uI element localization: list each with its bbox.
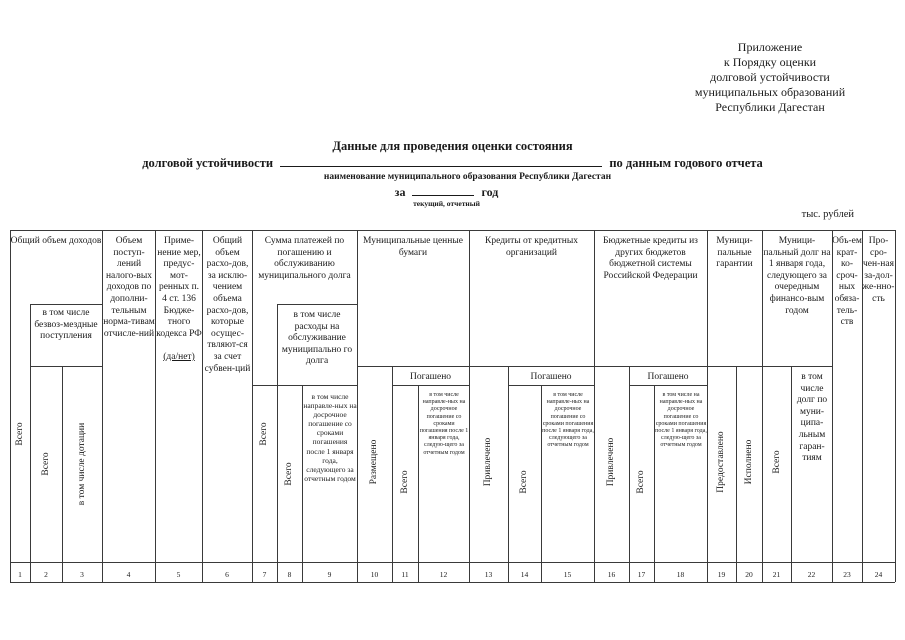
- appendix-line: Приложение: [737, 40, 803, 54]
- column-number: 4: [126, 570, 131, 579]
- column-number: 18: [676, 570, 685, 579]
- column-number: 23: [843, 570, 851, 579]
- column-number: 1: [18, 570, 22, 579]
- vline: [736, 366, 737, 582]
- vline: [62, 366, 63, 582]
- column-number: 19: [717, 570, 726, 579]
- column-number: 12: [439, 570, 448, 579]
- header-debt-volume-guarantees: в том числе долг по муни-ципа-льным гаран-тиям: [796, 372, 828, 464]
- column-number: 22: [807, 570, 816, 579]
- hline: [30, 304, 102, 305]
- hline: [707, 366, 762, 367]
- header-bank-repaid-early: в том числе направле-ных на досрочное погашение со сроками погашения после 1 января года, следующего за отчетным годом: [542, 392, 594, 449]
- column-number: 17: [637, 570, 646, 579]
- header-debt-volume: Муници-пальный долг на 1 января года, следующего за очередным финансо-вым годом: [763, 236, 831, 316]
- column-number: 8: [287, 570, 292, 579]
- municipality-name-hint: наименование муниципального образования Республики Дагестан: [323, 172, 612, 182]
- header-overdue-debt: Про-сро-чен-ная за-дол-же-нно-сть: [862, 236, 895, 304]
- title-line-3-left: за: [394, 185, 406, 199]
- column-number: 13: [484, 570, 493, 579]
- hline: [629, 385, 707, 386]
- document-title: Данные для проведения оценки состояния: [332, 139, 573, 153]
- title-line-2-left: долговой устойчивости: [142, 156, 274, 170]
- column-number: 5: [176, 570, 181, 579]
- hline: [277, 304, 357, 305]
- hline: [392, 385, 469, 386]
- hline: [762, 366, 832, 367]
- year-hint: текущий, отчетный: [413, 199, 480, 208]
- header-debt-payments: Сумма платежей по погашению и обслуживанию муниципального долга: [258, 236, 351, 281]
- header-tax-revenue: Объем поступ-лений налого-вых доходов по дополни-тельным норма-тивам отчисле-ний: [103, 236, 155, 339]
- column-number: 15: [563, 570, 572, 579]
- header-measures: Приме-нение мер, предус-мот-ренных п. 4 ст. 136 Бюдже-тного кодекса РФ (да/нет): [156, 236, 202, 362]
- appendix-line: к Порядку оценки: [723, 55, 817, 69]
- header-urgent-obligations: Объ-ем крат-ко-сроч-ных обяза-тель-ств: [832, 236, 862, 328]
- vline: [469, 230, 470, 582]
- vline: [895, 230, 896, 582]
- appendix-line: Республики Дагестан: [715, 100, 825, 114]
- header-securities: Муниципальные ценные бумаги: [363, 236, 463, 258]
- column-number: 24: [874, 570, 883, 579]
- vline: [629, 366, 630, 582]
- column-number: 14: [520, 570, 529, 579]
- hline: [252, 385, 357, 386]
- header-securities-repaid-early: в том числе направле-ных на досрочное погашение со сроками погашения после 1 января года, следую-щего за отчетным годом: [419, 392, 469, 456]
- column-number: 2: [44, 570, 48, 579]
- header-expenses: Общий объем расхо-дов, за исклю-чением объема расхо-дов, которые осущес-твляют-ся за счет субвен-ций: [204, 236, 251, 374]
- column-number: 6: [225, 570, 229, 579]
- header-bank-repaid: Погашено: [530, 372, 572, 382]
- column-number: 3: [80, 570, 84, 579]
- appendix-line: долговой устойчивости: [710, 70, 830, 84]
- hline: [30, 366, 102, 367]
- header-budget-repaid: Погашено: [647, 372, 689, 382]
- column-number: 21: [772, 570, 781, 579]
- header-debt-service: в том числе расходы на обслуживание муниципально го долга: [281, 310, 353, 367]
- header-income: Общий объем доходов: [10, 236, 102, 246]
- hline: [508, 385, 594, 386]
- header-securities-repaid: Погашено: [409, 372, 452, 382]
- hline: [357, 366, 707, 367]
- header-guarantees: Муници-пальные гарантии: [716, 236, 753, 270]
- vline: [357, 230, 358, 582]
- vline: [508, 366, 509, 582]
- header-income-gratis: в том числе безвоз-мездные поступления: [34, 308, 98, 342]
- column-number: 9: [327, 570, 332, 579]
- column-number: 20: [745, 570, 753, 579]
- header-budget-repaid-early: в том числе на направле-ных на досрочное погашение со сроками погашения после 1 января года, следую-щего за отчетным годом: [655, 392, 707, 449]
- header-budget-credits: Бюджетные кредиты из других бюджетов бюджетной системы Российской Федерации: [603, 236, 698, 281]
- column-number: 7: [262, 570, 267, 579]
- column-number: 11: [401, 570, 409, 579]
- title-line-2-right: по данным годового отчета: [609, 156, 763, 170]
- column-number: 16: [607, 570, 616, 579]
- header-debt-service-early: в том числе направле-ных на досрочное погашение со сроками погашения после 1 января года, следующего за отчетным годом: [303, 392, 357, 483]
- table-border-bottom: [10, 582, 895, 583]
- units-label: тыс. рублей: [801, 209, 854, 220]
- header-bank-credits: Кредиты от кредитных организаций: [485, 236, 578, 258]
- title-line-3-right: год: [481, 185, 499, 199]
- data-table: Общий объем доходов в том числе безвоз-мездные поступления Всего Всего в том числе дотации Объем поступ-лений налого-вых доходов по дополни-тельным норма-тивам отчисле-ний Приме-нение мер, предус-мот-ренных п. 4 ст. 136 Бюдже-тного кодекса РФ (да/нет) Общий объем расхо-дов, за исклю-чением объема расхо-дов, которые осущес-твляют-ся за счет субвен-ций Сумма платежей по погашению и обслуживанию муниципального долга Всего в том числе расходы на обслуживание муниципально го долга Всего в том числе направле-ных на досрочное погашение со сроками погашения после 1 января года, следующего за отчетным годом Муниципальные ценные бумаги Размещено Погашено Всего в том числе направле-ных на досрочное погашение со сроками погашения после 1 января года, следую-щего за отчетным годом Кредиты от кредитных организаций Привлечено Погашено Всего в том числе направле-ных на досрочное погашение со сроками погашения после 1 января года, следующего за отчетным годом Бюджетные кредиты из других бюджетов бюджетной системы Российской Федерации Привлечено Погашено Всего в том числе на направле-ных на досрочное погашение со сроками погашения после 1 января года, следую-щего за отчетным годом Муници-пальные гарантии Предоставлено Исполнено Муници-пальный долг на 1 января года, следующего за очередным финансо-вым годом Всего в том числе долг по муни-ципа-льным гаран-тиям Объ-ем крат-ко-сроч-ных обяза-тель-ств Про-сро-чен-ная за-дол-же-нно-сть 1 2 3 4 5 6 7 8 9 10 11 12 13 14 15 16 17 18 19 20 21 22 23 24: [0, 0, 905, 640]
- appendix-line: муниципальных образований: [694, 85, 846, 99]
- column-number: 10: [370, 570, 379, 579]
- vline: [392, 366, 393, 582]
- header-measures-yes-no: (да/нет): [163, 351, 195, 362]
